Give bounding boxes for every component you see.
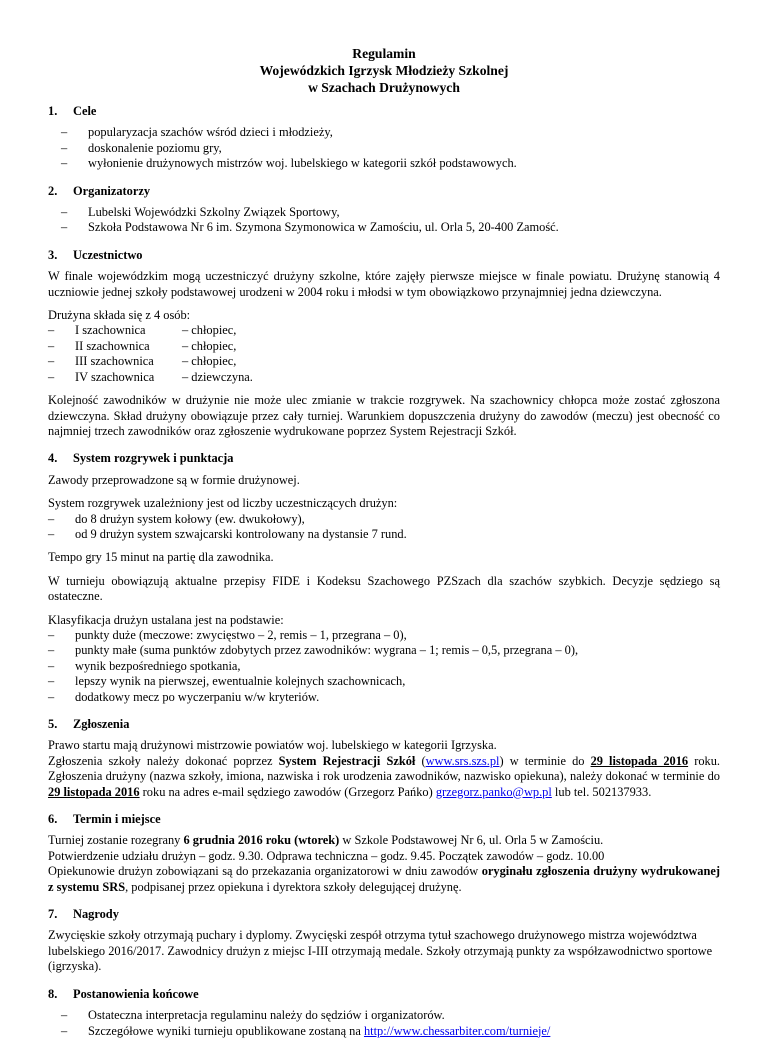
team-intro: Drużyna składa się z 4 osób: bbox=[48, 308, 191, 323]
list-item: – doskonalenie poziomu gry, bbox=[61, 140, 222, 155]
list-item: – Szczegółowe wyniki turnieju opublikowane zostaną na http://www.chessarbiter.com/turnieje/ bbox=[61, 1023, 551, 1038]
list-item: – Ostateczna interpretacja regulaminu należy do sędziów i organizatorów. bbox=[61, 1008, 445, 1023]
prizes-paragraph: Zwycięskie szkoły otrzymają puchary i dyplomy. Zwycięski zespół otrzyma tytuł szachowego drużynowego mistrza województwa lubelskiego 2016/2017. Zawodnicy drużyn z miejsc I-III otrzymają medale. Szkoły otrzymają punkty za współzawodnictwo sportowe (igrzyska). bbox=[48, 928, 713, 974]
date-place-paragraph bbox=[48, 833, 720, 895]
registration-eligibility: Prawo startu mają drużynowi mistrzowie powiatów woj. lubelskiego w kategorii Igrzyska. bbox=[48, 738, 497, 753]
list-item: – Szkoła Podstawowa Nr 6 im. Szymona Szymonowica w Zamościu, ul. Orla 5, 20-400 Zamość. bbox=[61, 220, 559, 235]
title-line-2: Wojewódzkich Igrzysk Młodzieży Szkolnej bbox=[259, 63, 509, 78]
section-heading-registration: 5. Zgłoszenia bbox=[48, 717, 130, 731]
section-heading-organizers: 2. Organizatorzy bbox=[48, 183, 151, 198]
deadline-date: 29 listopada 2016 bbox=[590, 753, 689, 768]
section-heading-goals: 1. Cele bbox=[48, 104, 97, 118]
system-list bbox=[48, 512, 720, 543]
srs-link[interactable]: www.srs.szs.pl bbox=[425, 753, 500, 768]
rules-paragraph: W turnieju obowiązują aktualne przepisy FIDE i Kodeksu Szachowego PZSzach dla szachów szybkich. Decyzje sędziego są ostateczne. bbox=[48, 573, 720, 604]
deadline-date-2: 29 listopada 2016 bbox=[48, 784, 140, 799]
document-title bbox=[48, 45, 720, 96]
title-line-3: w Szachach Drużynowych bbox=[308, 80, 460, 95]
list-item: – punkty małe (suma punktów zdobytych przez zawodników: wygrana – 1; remis – 0,5, przegrana – 0), bbox=[48, 643, 579, 658]
team-boards-list bbox=[48, 323, 720, 385]
tournament-date: Turniej zostanie rozegrany 6 grudnia 2016 roku (wtorek) w Szkole Podstawowej Nr 6, ul. Orla 5 w Zamościu. bbox=[48, 833, 604, 848]
participation-paragraph: W finale wojewódzkim mogą uczestniczyć drużyny szkolne, które zajęły pierwsze miejsce w finale powiatu. Drużynę stanowią 4 uczniowie jednej szkoły podstawowej urodzeni w 2004 roku i młodsi w tym obowiązkowo przynajmniej jedna dziewczyna. bbox=[48, 269, 720, 299]
team-rules-paragraph: Kolejność zawodników w drużynie nie może ulec zmianie w trakcie rozgrywek. Na szachownicy chłopca może zostać zgłoszona dziewczyna. Skład drużyny obowiązuje przez cały turniej. Warunkiem dopuszczenia drużyny do zawodów (meczu) jest obecność co najmniej trzech zawodników oraz zgłoszenie wydrukowane poprzez System Rejestracji Szkół. bbox=[48, 393, 720, 438]
classification-intro: Klasyfikacja drużyn ustalana jest na podstawie: bbox=[48, 612, 284, 627]
list-item: – od 9 drużyn system szwajcarski kontrolowany na dystansie 7 rund. bbox=[48, 526, 407, 541]
referee-email-link[interactable]: grzegorz.panko@wp.pl bbox=[435, 784, 552, 799]
registration-paragraph bbox=[48, 738, 720, 800]
list-item: – II szachownica – chłopiec, bbox=[48, 338, 237, 353]
coach-obligations: Opiekunowie drużyn zobowiązani są do przekazania organizatorowi w dniu zawodów oryginału zgłoszenia drużyny wydrukowanej z systemu SRS, podpisanej przez opiekuna i dyrektora szkoły delegującej drużynę. bbox=[48, 864, 720, 894]
document-page bbox=[48, 45, 720, 1039]
list-item: – I szachownica – chłopiec, bbox=[48, 323, 237, 338]
registration-details: Zgłoszenia szkoły należy dokonać poprzez System Rejestracji Szkół (www.srs.szs.pl) w terminie do 29 listopada 2016 roku. Zgłoszenia drużyny (nazwa szkoły, imiona, nazwiska i rok urodzenia zawodników, nazwisko opiekuna), należy dokonać w terminie do 29 listopada 2016 roku na adres e-mail sędziego zawodów (Grzegorz Pańko) grzegorz.panko@wp.pl lub tel. 502137933. bbox=[48, 753, 720, 799]
format-paragraph: Zawody przeprowadzone są w formie drużynowej. bbox=[48, 472, 300, 487]
list-item: – Lubelski Wojewódzki Szkolny Związek Sportowy, bbox=[61, 205, 340, 220]
organizers-list bbox=[48, 205, 720, 236]
tempo-paragraph: Tempo gry 15 minut na partię dla zawodnika. bbox=[48, 550, 274, 565]
list-item: – IV szachownica – dziewczyna. bbox=[48, 369, 253, 384]
list-item: – popularyzacja szachów wśród dzieci i młodzieży, bbox=[61, 125, 333, 140]
goals-list bbox=[48, 125, 720, 171]
final-provisions-list bbox=[48, 1008, 720, 1039]
title-line-1: Regulamin bbox=[352, 46, 416, 61]
list-item: – III szachownica – chłopiec, bbox=[48, 354, 237, 369]
schedule-times: Potwierdzenie udziału drużyn – godz. 9.30. Odprawa techniczna – godz. 9.45. Początek zawodów – godz. 10.00 bbox=[48, 848, 605, 863]
list-item: – punkty duże (meczowe: zwycięstwo – 2, remis – 1, przegrana – 0), bbox=[48, 627, 407, 642]
section-heading-date-place: 6. Termin i miejsce bbox=[48, 812, 161, 827]
system-intro: System rozgrywek uzależniony jest od liczby uczestniczących drużyn: bbox=[48, 496, 398, 511]
section-heading-final-provisions: 8. Postanowienia końcowe bbox=[48, 986, 199, 1001]
results-link[interactable]: http://www.chessarbiter.com/turnieje/ bbox=[363, 1023, 551, 1038]
list-item: – lepszy wynik na pierwszej, ewentualnie kolejnych szachownicach, bbox=[48, 674, 406, 689]
list-item: – wyłonienie drużynowych mistrzów woj. lubelskiego w kategorii szkół podstawowych. bbox=[61, 156, 517, 171]
section-heading-participation: 3. Uczestnictwo bbox=[48, 247, 143, 262]
classification-list bbox=[48, 628, 720, 705]
section-heading-system: 4. System rozgrywek i punktacja bbox=[48, 451, 234, 466]
section-heading-prizes: 7. Nagrody bbox=[48, 907, 119, 922]
list-item: – do 8 drużyn system kołowy (ew. dwukołowy), bbox=[48, 511, 305, 526]
list-item: – dodatkowy mecz po wyczerpaniu w/w kryteriów. bbox=[48, 689, 320, 704]
list-item: – wynik bezpośredniego spotkania, bbox=[48, 658, 241, 673]
